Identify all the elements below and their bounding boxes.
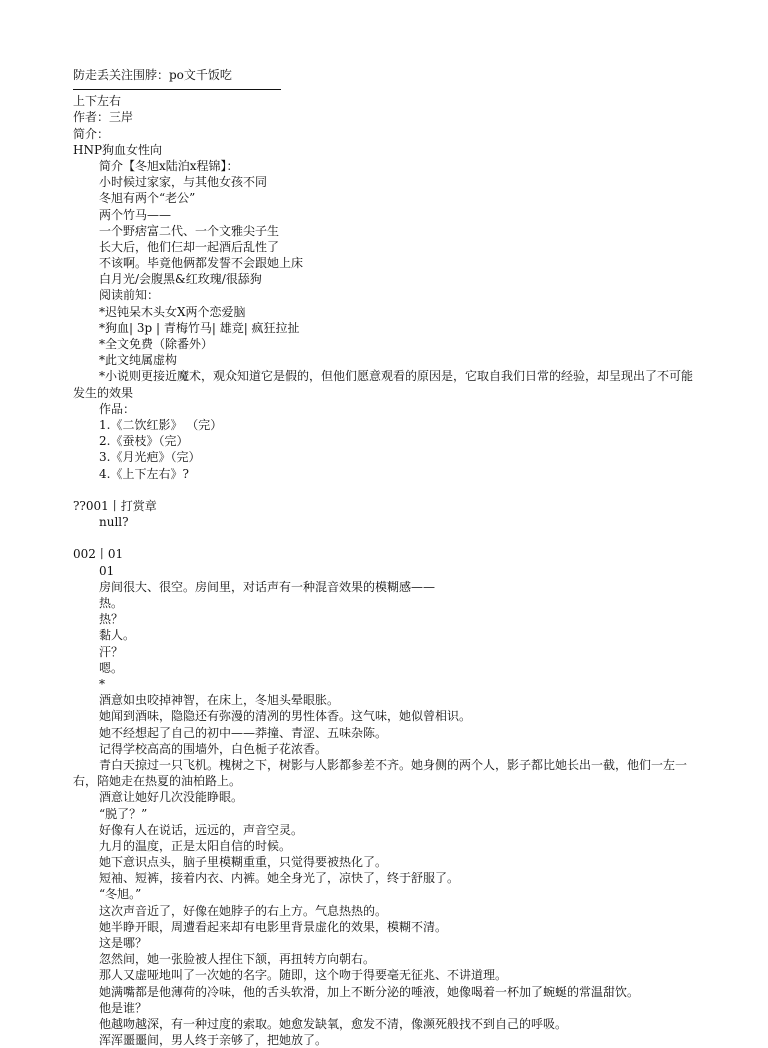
paragraph-line: 这次声音近了，好像在她脖子的右上方。气息热热的。 xyxy=(99,903,388,918)
paragraph-line: 热？ xyxy=(99,612,124,627)
paragraph-line: 青白天掠过一只飞机。槐树之下，树影与人影都参差不齐。她身侧的两个人，影子都比她长出一截，他们一左一右，陪她走在热夏的油柏路上。 xyxy=(73,757,688,789)
paragraph-line: “冬旭。” xyxy=(99,887,142,902)
paragraph-line: 那人又虚哑地叫了一次她的名字。随即，这个吻于得要毫无征兆、不讲道理。 xyxy=(99,968,508,983)
paragraph-line: 好像有人在说话，远远的，声音空灵。 xyxy=(99,822,304,837)
intro-line: 阅读前知： xyxy=(99,288,160,303)
intro-line: 不该啊。毕竟他俩都发誓不会跟她上床 xyxy=(99,256,304,271)
intro-line: *迟钝呆木头女X两个恋爱脑 xyxy=(99,304,246,319)
paragraph-line: 她满嘴都是他薄荷的冷味，他的舌头软滑，加上不断分泌的唾液，她像喝着一杯加了蜿蜒的常温甜饮。 xyxy=(99,984,640,999)
paragraph-line: 酒意让她好几次没能睁眼。 xyxy=(99,790,244,805)
intro-line: 长大后，他们仨却一起酒后乱性了 xyxy=(99,239,280,254)
paragraph-line: * xyxy=(99,676,105,691)
paragraph-line: 忽然间，她一张脸被人捏住下颔，再扭转方向朝右。 xyxy=(99,952,376,967)
author-line: 作者：三岸 xyxy=(73,110,134,125)
paragraph-line: 热。 xyxy=(99,596,124,611)
paragraph-line: 这是哪？ xyxy=(99,936,148,950)
banner-text: 防走丢关注围脖：po文千饭吃 xyxy=(73,68,232,82)
intro-line: 一个野痞富二代、一个文雅尖子生 xyxy=(99,223,280,238)
work-item: 1.《二饮红影》 （完） xyxy=(99,417,223,432)
spacer xyxy=(73,530,703,546)
intro-line: 小时候过家家，与其他女孩不同 xyxy=(99,175,268,190)
intro-line: *全文免费（除番外） xyxy=(99,337,214,351)
paragraph-line: 他是谁？ xyxy=(99,1000,148,1015)
intro-line: 两个竹马—— xyxy=(99,207,172,222)
header-divider xyxy=(73,89,281,90)
intro-line: *此文纯属虚构 xyxy=(99,353,178,368)
paragraph-line: 房间很大、很空。房间里，对话声有一种混音效果的模糊感—— xyxy=(99,579,436,594)
genre-line: HNP狗血女性向 xyxy=(73,142,163,157)
works-list xyxy=(73,417,703,482)
paragraph-line: 九月的温度，正是太阳自信的时候。 xyxy=(99,838,292,853)
work-item: 4.《上下左右》? xyxy=(99,466,189,481)
chapter-text xyxy=(73,579,703,1048)
work-item: 2.《蚕枝》（完） xyxy=(99,434,189,449)
works-label: 作品： xyxy=(99,401,136,416)
paragraph-line: 他越吻越深，有一种过度的索取。她愈发缺氧，愈发不清，像濒死般找不到自己的呼吸。 xyxy=(99,1016,568,1031)
chapter-heading: 002丨01 xyxy=(73,547,124,562)
work-item: 3.《月光疤》（完） xyxy=(99,450,201,465)
paragraph-line: 她不经想起了自己的初中——莽撞、青涩、五味杂陈。 xyxy=(99,725,388,740)
intro-line: 冬旭有两个“老公” xyxy=(99,191,196,206)
chapter-heading: ??001丨打赏章 xyxy=(73,498,157,513)
paragraph-line: 她闻到酒味，隐隐还有弥漫的清冽的男性体香。这气味，她似曾相识。 xyxy=(99,709,472,724)
paragraph-line: 汗？ xyxy=(99,644,124,659)
spacer xyxy=(73,482,703,498)
paragraph-line: 记得学校高高的围墙外，白色栀子花浓香。 xyxy=(99,741,328,756)
paragraph-line: 嗯。 xyxy=(99,660,124,675)
paragraph-line: 她半睁开眼，周遭看起来却有电影里背景虚化的效果，模糊不清。 xyxy=(99,919,448,934)
paragraph-line: 酒意如虫咬掉神智，在床上，冬旭头晕眼胀。 xyxy=(99,693,340,708)
chapter-number: 01 xyxy=(99,563,115,578)
chapter-body: null? xyxy=(99,515,129,530)
paragraph-line: 黏人。 xyxy=(99,628,136,643)
intro-line: 简介【冬旭x陆泊x程锦】： xyxy=(99,158,239,173)
intro-long-note: *小说则更接近魔术，观众知道它是假的，但他们愿意观看的原因是，它取自我们日常的经验，却呈现出了不可能发生的效果 xyxy=(73,369,694,400)
paragraph-line: 短袖、短裤，接着内衣、内裤。她全身光了，凉快了，终于舒服了。 xyxy=(99,871,460,886)
intro-label: 简介： xyxy=(73,126,110,141)
intro-line: *狗血| 3p | 青梅竹马| 雄竞| 疯狂拉扯 xyxy=(99,320,300,335)
intro-section xyxy=(73,158,703,368)
paragraph-line: 浑浑噩噩间，男人终于亲够了，把她放了。 xyxy=(99,1033,328,1048)
book-title: 上下左右 xyxy=(73,94,122,109)
paragraph-line: 她下意识点头，脑子里模糊重重，只觉得要被热化了。 xyxy=(99,855,388,870)
document-page xyxy=(73,67,703,1048)
intro-line: 白月光/会腹黑&红玫瑰/很舔狗 xyxy=(99,272,262,287)
paragraph-line: “脱了？” xyxy=(99,806,148,821)
